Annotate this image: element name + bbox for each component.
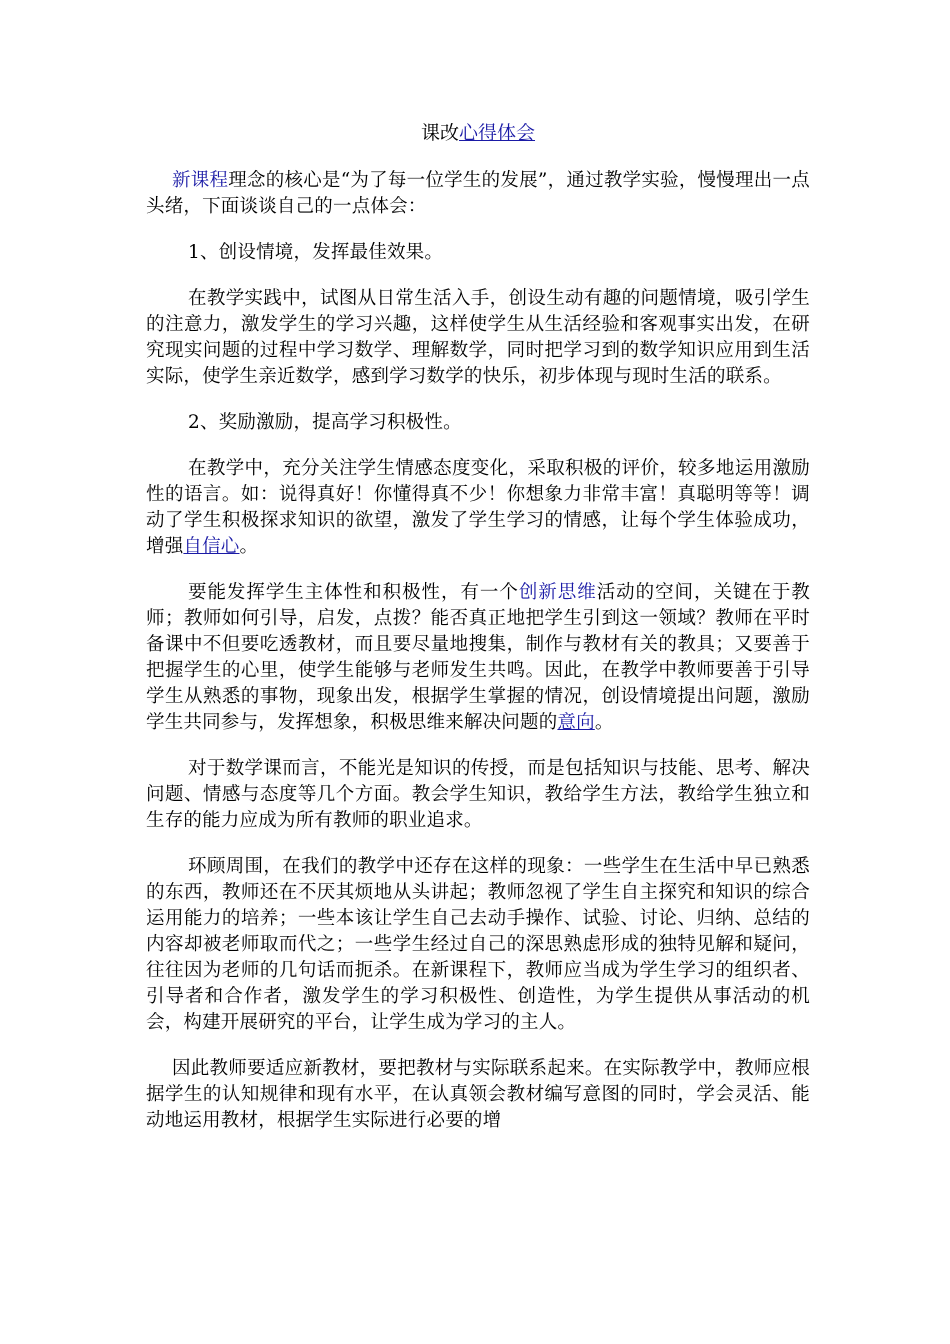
intro-paragraph (146, 168, 810, 220)
paragraph-2 (146, 456, 810, 560)
paragraph-4: 对于数学课而言，不能光是知识的传授，而是包括知识与技能、思考、解决问题、情感与态度等几个方面。教会学生知识，教给学生方法，教给学生独立和生存的能力应成为所有教师的职业追求。 (146, 758, 810, 831)
paragraph-3-text-a: 要能发挥学生主体性和积极性，有一个 (188, 582, 519, 603)
intention-link[interactable]: 意向 (557, 712, 595, 733)
document-page (146, 118, 810, 1154)
title-prefix: 课改 (420, 122, 459, 144)
paragraph-3-text-b: 活动的空间，关键在于教师；教师如何引导，启发，点拨？能否真正地把学生引到这一领域？教师在平时备课中不但要吃透教材，而且要尽量地搜集，制作与教材有关的教具；又要善于把握学生的心里，使学生能够与老师发生共鸣。因此，在教学中教师要善于引导学生从熟悉的事物，现象出发，根据学生掌握的情况，创设情境提出问题，激励学生共同参与，发挥想象，积极思维来解决问题的 (146, 582, 810, 733)
paragraph-2-text: 在教学中，充分关注学生情感态度变化，采取积极的评价，较多地运用激励性的语言。如：说得真好！你懂得真不少！你想象力非常丰富！真聪明等等！调动了学生积极探求知识的欲望，激发了学生学习的情感，让每个学生体验成功，增强 (146, 458, 810, 557)
new-curriculum-link[interactable]: 新课程 (172, 170, 229, 191)
title-link[interactable]: 心得体会 (459, 122, 536, 144)
section-heading-1: 1、创设情境，发挥最佳效果。 (188, 242, 444, 263)
innovative-thinking-link[interactable]: 创新思维 (518, 582, 597, 603)
section-heading-2: 2、奖励激励，提高学习积极性。 (188, 412, 462, 433)
paragraph-5: 环顾周围，在我们的教学中还存在这样的现象：一些学生在生活中早已熟悉的东西，教师还在不厌其烦地从头讲起；教师忽视了学生自主探究和知识的综合运用能力的培养；一些本该让学生自己去动手操作、试验、讨论、归纳、总结的内容却被老师取而代之；一些学生经过自己的深思熟虑形成的独特见解和疑问，往往因为老师的几句话而扼杀。在新课程下，教师应当成为学生学习的组织者、引导者和合作者，激发学生的学习积极性、创造性，为学生提供从事活动的机会，构建开展研究的平台，让学生成为学习的主人。 (146, 856, 810, 1033)
paragraph-1: 在教学实践中，试图从日常生活入手，创设生动有趣的问题情境，吸引学生的注意力，激发学生的学习兴趣，这样使学生从生活经验和客观事实出发，在研究现实问题的过程中学习数学、理解数学，同时把学习到的数学知识应用到生活实际，使学生亲近数学，感到学习数学的快乐，初步体现与现时生活的联系。 (146, 288, 810, 387)
page-title (146, 118, 810, 148)
paragraph-6: 因此教师要适应新教材，要把教材与实际联系起来。在实际教学中，教师应根据学生的认知规律和现有水平，在认真领会教材编写意图的同时，学会灵活、能动地运用教材，根据学生实际进行必要的增 (146, 1058, 810, 1131)
paragraph-3-end: 。 (594, 712, 614, 733)
confidence-link[interactable]: 自信心 (183, 536, 240, 557)
paragraph-3 (146, 580, 810, 736)
intro-text: 理念的核心是“为了每一位学生的发展”，通过教学实验，慢慢理出一点头绪，下面谈谈自己的一点体会： (146, 170, 810, 217)
paragraph-2-end: 。 (239, 536, 259, 557)
